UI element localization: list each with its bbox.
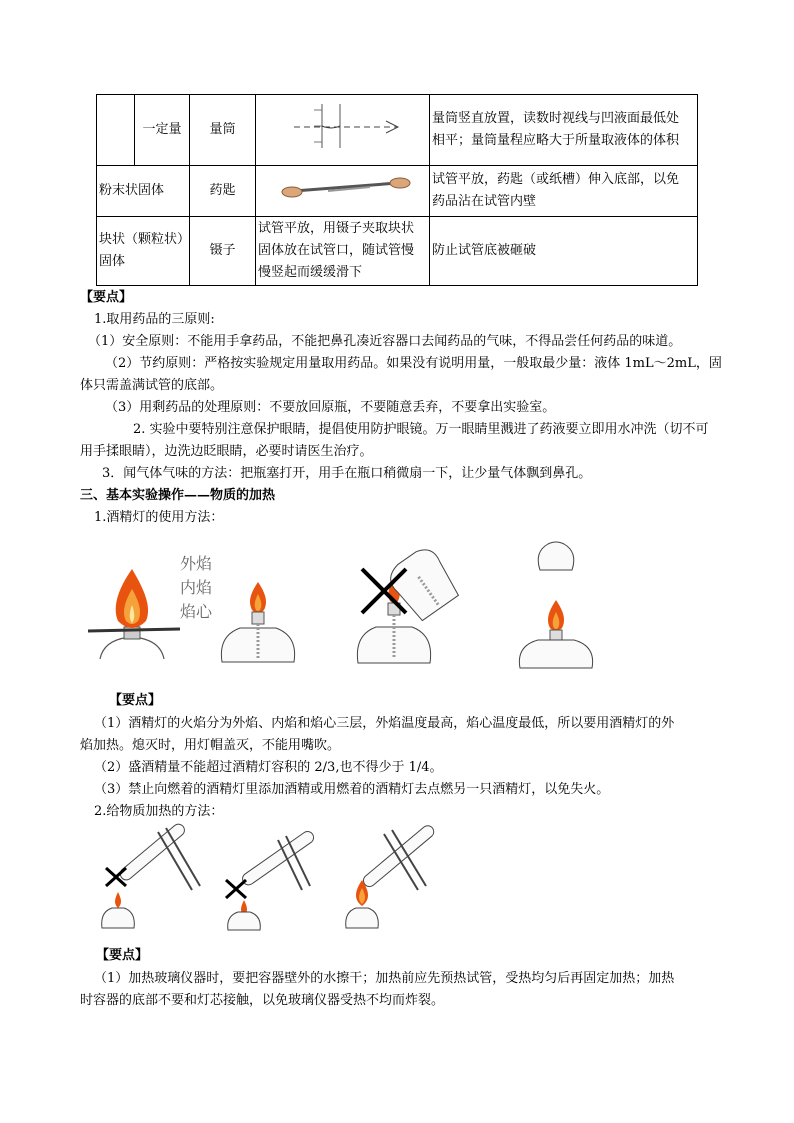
correct-heating-figure: [344, 820, 454, 930]
table-cell: [97, 95, 135, 166]
flame-label-outer: 外焰: [180, 554, 213, 573]
subsection-title: 2.给物质加热的方法：: [94, 804, 224, 819]
paragraph: （3）禁止向燃着的酒精灯里添加酒精或用燃着的酒精灯去点燃另一只酒精灯，以免失火。: [94, 782, 610, 797]
paragraph: （1）加热玻璃仪器时，要把容器壁外的水擦干；加热前应先预热试管，受热均匀后再固定加热；加热: [94, 971, 675, 986]
table-row: [97, 166, 698, 217]
paragraph: 焰加热。熄灭时，用灯帽盖灭，不能用嘴吹。: [80, 738, 341, 753]
paragraph: 3．闻气体气味的方法：把瓶塞打开，用手在瓶口稍微扇一下，让少量气体飘到鼻孔。: [102, 466, 592, 481]
wrong-heating-figure-2: [222, 820, 332, 930]
key-points-heading: 【要点】: [96, 948, 149, 963]
table-cell: 量筒竖直放置，读数时视线与凹液面最低处 相平；量筒量程应略大于所量取液体的体积: [430, 95, 698, 166]
paragraph: 用手揉眼睛），边洗边眨眼睛，必要时请医生治疗。: [80, 444, 373, 459]
paragraph: （3）用剩药品的处理原则：不要放回原瓶，不要随意丢弃，不要拿出实验室。: [105, 400, 556, 415]
paragraph: 1.取用药品的三原则:: [94, 312, 215, 327]
paragraph: （1）酒精灯的火焰分为外焰、内焰和焰心三层，外焰温度最高，焰心温度最低，所以要用酒精灯的外: [94, 716, 675, 731]
table-cell: 试管平放，用镊子夹取块状 固体放在试管口，随试管慢 慢竖起而缓缓滑下: [256, 217, 430, 286]
table-cell: 防止试管底被砸破: [430, 217, 698, 286]
section-heading: 三、基本实验操作——物质的加热: [80, 488, 276, 503]
table-cell: 量筒: [190, 95, 256, 166]
paragraph: 2. 实验中要特别注意保护眼睛，提倡使用防护眼镜。万一眼睛里溅进了药液要立即用水冲洗（切不可: [133, 422, 709, 437]
paragraph: （1）安全原则：不能用手拿药品，不能把鼻孔凑近容器口去闻药品的气味，不得品尝任何药品的味道。: [88, 334, 682, 349]
table-cell: 块状（颗粒状） 固体: [97, 217, 190, 286]
graduated-cylinder-figure-cell: [256, 95, 430, 166]
table-cell: 镊子: [190, 217, 256, 286]
key-points-heading: 【要点】: [80, 290, 133, 305]
reagent-table: [96, 94, 698, 286]
cap-extinguish-figure: [500, 540, 610, 670]
key-points-heading: 【要点】: [109, 693, 162, 708]
flame-label-inner: 内焰: [180, 578, 213, 597]
wrong-heating-figure-1: [96, 820, 206, 930]
paragraph: （2）盛酒精量不能超过酒精灯容积的 2/3,也不得少于 1/4。: [94, 760, 443, 775]
paragraph: 时容器的底部不要和灯芯接触，以免玻璃仪器受热不均而炸裂。: [80, 993, 445, 1008]
wrong-lighting-figure: [342, 555, 462, 670]
paragraph: 体只需盖满试管的底部。: [80, 378, 224, 393]
table-row: [97, 95, 698, 166]
table-cell: 药匙: [190, 166, 256, 217]
table-cell: 一定量: [135, 95, 190, 166]
table-cell: 粉末状固体: [97, 166, 190, 217]
spatula-figure-cell: [256, 166, 430, 217]
subsection-title: 1.酒精灯的使用方法：: [94, 510, 224, 525]
spatula-figure: [258, 167, 428, 207]
table-row: [97, 217, 698, 286]
table-cell: 试管平放，药匙（或纸槽）伸入底部，以免 药品沾在试管内壁: [430, 166, 698, 217]
graduated-cylinder-figure: [258, 96, 428, 156]
paragraph: （2）节约原则：严格按实验规定用量取用药品。如果没有说明用量，一般取最少量：液体 1mL～2mL，固: [105, 356, 722, 371]
flame-layers-figure: [84, 555, 224, 665]
flame-label-core: 焰心: [180, 602, 213, 621]
lit-alcohol-lamp-figure: [214, 578, 304, 668]
